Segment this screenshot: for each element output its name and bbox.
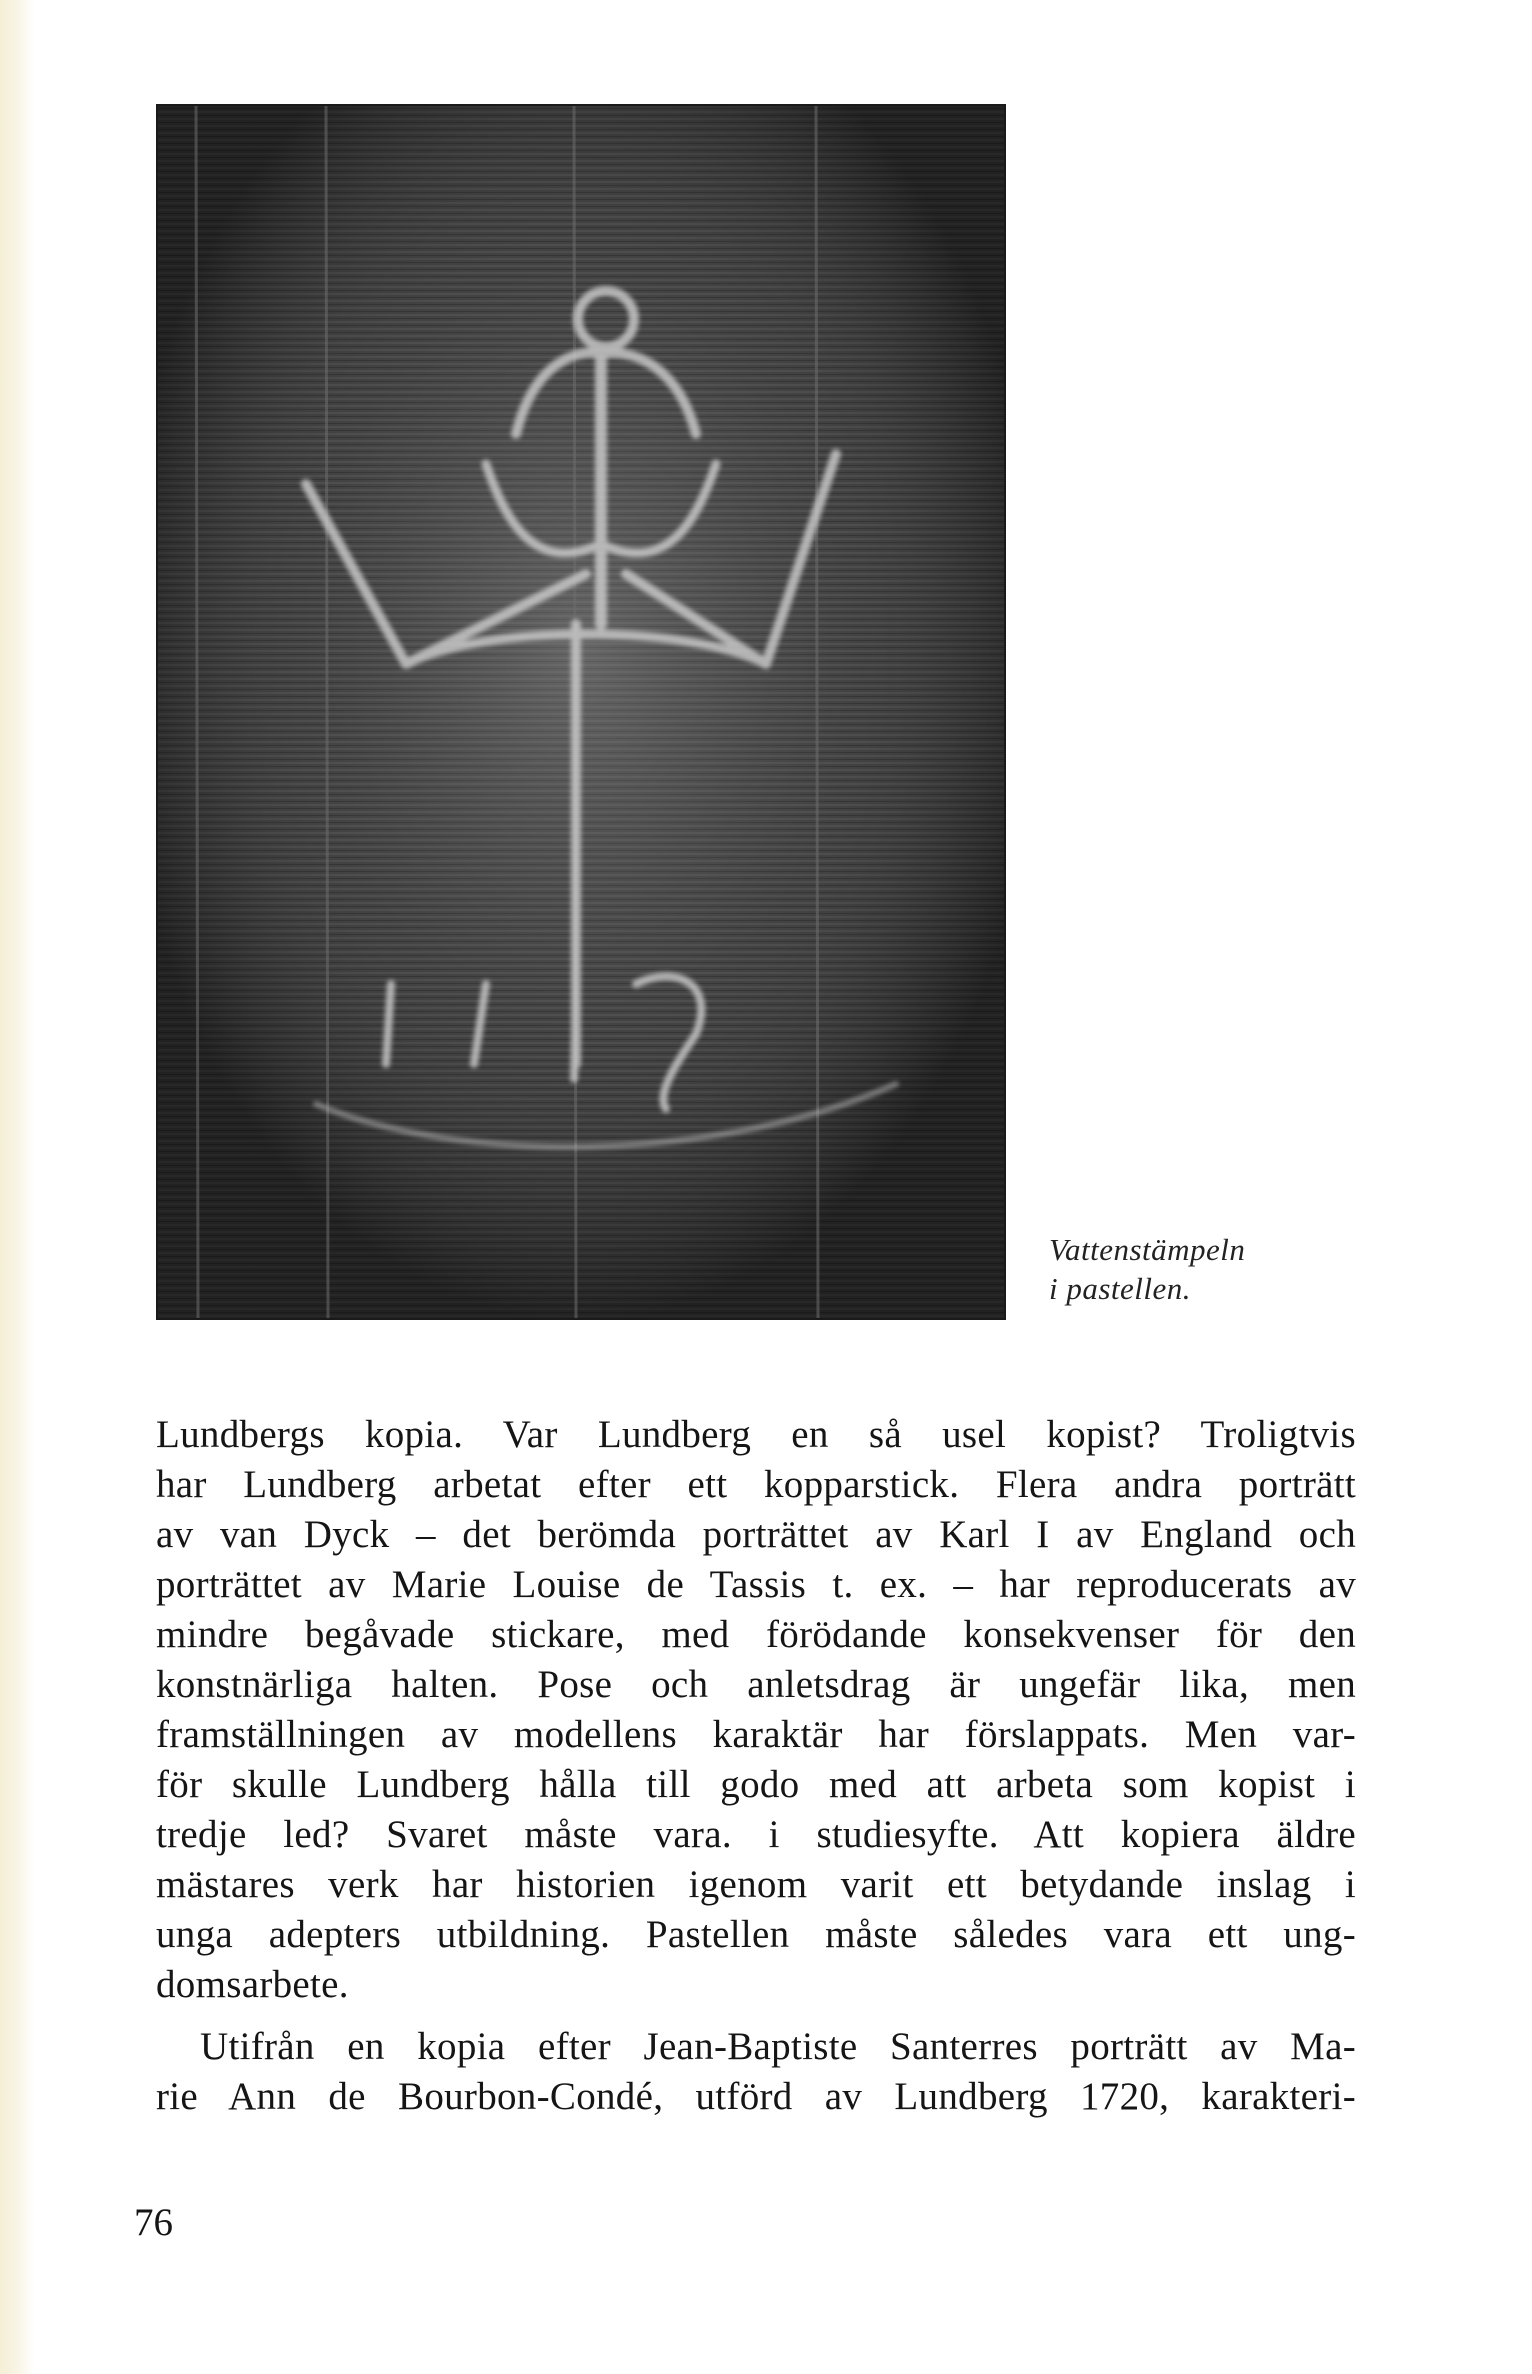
text-line: unga adepters utbildning. Pastellen måste således vara ett ung-: [156, 1913, 1356, 1956]
page-number: 76: [134, 2201, 173, 2244]
figure-caption: [1049, 1230, 1349, 1308]
caption-line: i pastellen.: [1049, 1271, 1192, 1306]
text-line: av van Dyck – det berömda porträttet av Karl I av England och: [156, 1513, 1356, 1556]
body-text: [156, 1410, 1356, 2122]
text-line: konstnärliga halten. Pose och anletsdrag är ungefär lika, men: [156, 1663, 1356, 1706]
text-line: för skulle Lundberg hålla till godo med att arbeta som kopist i: [156, 1763, 1356, 1806]
text-line: porträttet av Marie Louise de Tassis t. ex. – har reproducerats av: [156, 1563, 1356, 1606]
page-edge: [0, 0, 34, 2374]
text-line: rie Ann de Bourbon-Condé, utförd av Lundberg 1720, karakteri-: [156, 2075, 1356, 2118]
watermark-photograph: [156, 104, 1006, 1320]
text-line: domsarbete.: [156, 1963, 349, 2006]
text-line: har Lundberg arbetat efter ett kopparstick. Flera andra porträtt: [156, 1463, 1356, 1506]
watermark-photo-icon: [156, 104, 1006, 1320]
text-line: framställningen av modellens karaktär har förslappats. Men var-: [156, 1713, 1356, 1756]
text-line: Lundbergs kopia. Var Lundberg en så usel kopist? Troligtvis: [156, 1413, 1356, 1456]
text-line: mindre begåvade stickare, med förödande konsekvenser för den: [156, 1613, 1356, 1656]
caption-line: Vattenstämpeln: [1049, 1232, 1246, 1267]
text-line: Utifrån en kopia efter Jean-Baptiste Santerres porträtt av Ma-: [200, 2025, 1356, 2068]
text-line: tredje led? Svaret måste vara. i studiesyfte. Att kopiera äldre: [156, 1813, 1356, 1856]
text-line: mästares verk har historien igenom varit ett betydande inslag i: [156, 1863, 1356, 1906]
